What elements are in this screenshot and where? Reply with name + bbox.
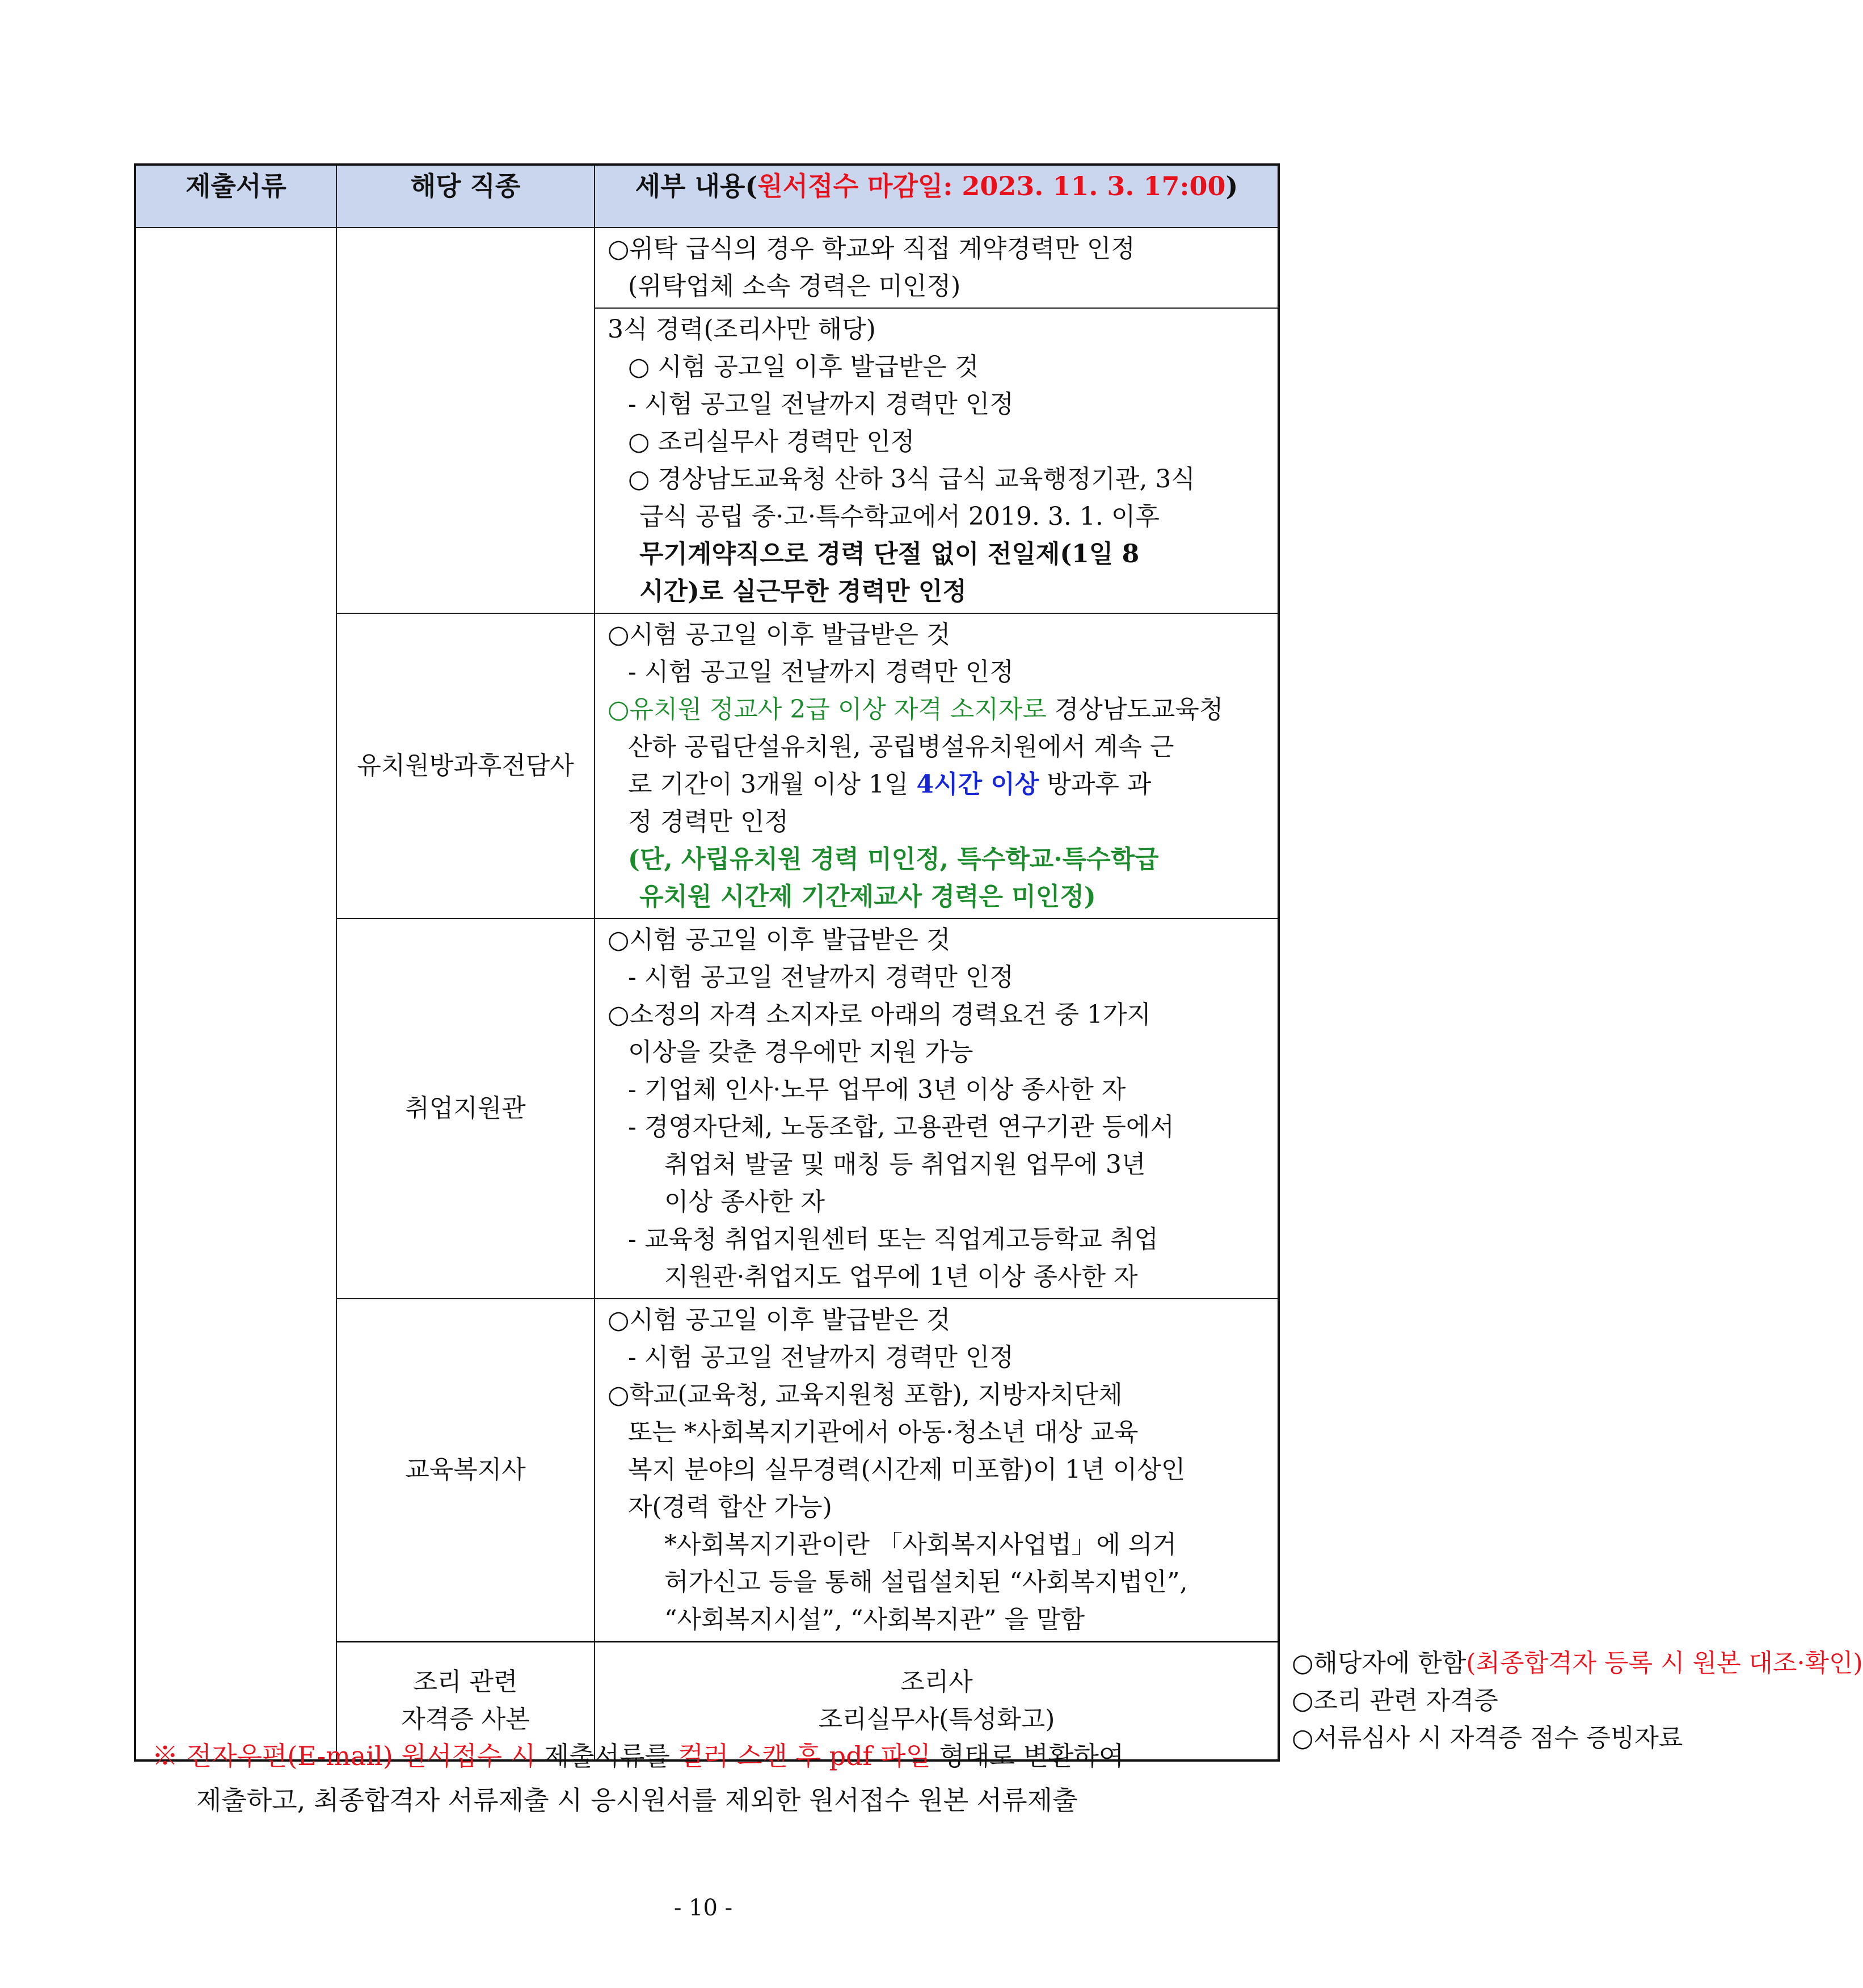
submission-docs-cell-empty (135, 228, 336, 1760)
detail-line: - 시험 공고일 전날까지 경력만 인정 (628, 963, 1014, 992)
detail-line: ○시험 공고일 이후 발급받은 것 (608, 1305, 951, 1334)
note-red-part: 컬러 스캔 후 pdf 파일 (678, 1741, 932, 1771)
detail-line: “사회복지시설”, “사회복지관” 을 말함 (664, 1605, 1085, 1634)
detail-line: ○시험 공고일 이후 발급받은 것 (608, 925, 951, 954)
header-submission-docs: 제출서류 (135, 165, 336, 228)
page-number: - 10 - (673, 1895, 733, 1921)
header-details: 세부 내용(원서접수 마감일: 2023. 11. 3. 17:00) (595, 165, 1279, 228)
detail-line: 이상을 갖춘 경우에만 지원 가능 (628, 1038, 973, 1067)
header-job-type: 해당 직종 (336, 165, 595, 228)
detail-line: - 교육청 취업지원센터 또는 직업계고등학교 취업 (628, 1225, 1158, 1254)
detail-line: 산하 공립단설유치원, 공립병설유치원에서 계속 근 (628, 732, 1174, 761)
detail-line: - 경영자단체, 노동조합, 고용관련 연구기관 등에서 (628, 1113, 1174, 1142)
detail-line: 이상 종사한 자 (664, 1187, 825, 1216)
role-label-line: 조리사 (900, 1667, 973, 1696)
note-text: 형태로 변환하여 (931, 1741, 1124, 1771)
detail-line: 유치원 시간제 기간제교사 경력은 미인정) (639, 882, 1096, 911)
detail-line: ○소정의 자격 소지자로 아래의 경력요건 중 1가지 (608, 1000, 1151, 1029)
detail-line: ○학교(교육청, 교육지원청 포함), 지방자치단체 (608, 1380, 1123, 1409)
submission-note (134, 1736, 1296, 1776)
detail-cell-education-welfare (595, 1299, 1279, 1642)
detail-line: 지원관·취업지도 업무에 1년 이상 종사한 자 (664, 1262, 1138, 1291)
detail-line: (위탁업체 소속 경력은 미인정) (628, 272, 961, 301)
detail-line: 급식 공립 중·고·특수학교에서 2019. 3. 1. 이후 (639, 502, 1160, 531)
detail-line: - 시험 공고일 전날까지 경력만 인정 (628, 390, 1014, 419)
requirements-table (134, 163, 1863, 1762)
job-type-education-welfare: 교육복지사 (336, 1299, 595, 1642)
detail-line: 로 기간이 3개월 이상 1일 4시간 이상 방과후 과 (628, 770, 1152, 799)
job-type-cell-empty (336, 228, 595, 613)
doc-label-line: 자격증 사본 (401, 1705, 530, 1734)
detail-line: - 시험 공고일 전날까지 경력만 인정 (628, 1343, 1014, 1372)
detail-line: (단, 사립유치원 경력 미인정, 특수학교·특수학급 (628, 845, 1159, 874)
detail-line: ○유치원 정교사 2급 이상 자격 소지자로 경상남도교육청 (608, 695, 1224, 724)
detail-line: - 시험 공고일 전날까지 경력만 인정 (628, 658, 1014, 686)
table-row: 조리 관련 자격증 사본 조리사 조리실무사(특성화고) ○해당자에 한함(최종합격자 등록 시 원본 대조·확인) ○조리 관련 자격증 ○서류심사 시 자격증 점수 증빙자료 (135, 1642, 1279, 1761)
job-type-kindergarten: 유치원방과후전담사 (336, 613, 595, 919)
deadline-text: 원서접수 마감일: 2023. 11. 3. 17:00 (757, 171, 1226, 201)
table-header-row (135, 165, 1279, 228)
submission-note-line2: 제출하고, 최종합격자 서류제출 시 응시원서를 제외한 원서접수 원본 서류제출 (196, 1785, 1078, 1816)
detail-line: 허가신고 등을 통해 설립설치된 “사회복지법인”, (664, 1568, 1188, 1597)
detail-cell-consignment (595, 228, 1279, 308)
detail-cell-three-meal (595, 308, 1279, 613)
detail-line: 복지 분야의 실무경력(시간제 미포함)이 1년 이상인 (628, 1455, 1186, 1484)
detail-line: 취업처 발굴 및 매칭 등 취업지원 업무에 3년 (664, 1150, 1146, 1179)
detail-cell-employment-support (595, 919, 1279, 1299)
detail-line: *사회복지기관이란 「사회복지사업법」에 의거 (664, 1530, 1177, 1559)
doc-label-line: 조리 관련 (413, 1667, 518, 1696)
detail-line: 정 경력만 인정 (628, 807, 789, 836)
role-label-line: 조리실무사(특성화고) (818, 1705, 1055, 1734)
detail-line: 또는 *사회복지기관에서 아동·청소년 대상 교육 (628, 1418, 1139, 1447)
detail-line: ○ 경상남도교육청 산하 3식 급식 교육행정기관, 3식 (628, 465, 1195, 494)
detail-cell-kindergarten (595, 613, 1279, 919)
detail-line: - 기업체 인사·노무 업무에 3년 이상 종사한 자 (628, 1075, 1126, 1104)
note-red-part: ※ 전자우편(E-mail) 원서접수 시 (152, 1741, 536, 1771)
detail-line: ○ 조리실무사 경력만 인정 (628, 427, 915, 456)
table-row (135, 228, 1279, 308)
detail-line: ○시험 공고일 이후 발급받은 것 (608, 620, 951, 649)
detail-line: 3식 경력(조리사만 해당) (608, 315, 876, 344)
detail-line: 시간)로 실근무한 경력만 인정 (639, 577, 967, 606)
detail-line: 자(경력 합산 가능) (628, 1493, 832, 1522)
note-text: 제출서류를 (536, 1741, 678, 1771)
detail-line: 무기계약직으로 경력 단절 없이 전일제(1일 8 (639, 540, 1140, 568)
detail-line: ○위탁 급식의 경우 학교와 직접 계약경력만 인정 (608, 234, 1135, 263)
job-type-employment-support: 취업지원관 (336, 919, 595, 1299)
detail-line: ○ 시험 공고일 이후 발급받은 것 (628, 352, 979, 381)
